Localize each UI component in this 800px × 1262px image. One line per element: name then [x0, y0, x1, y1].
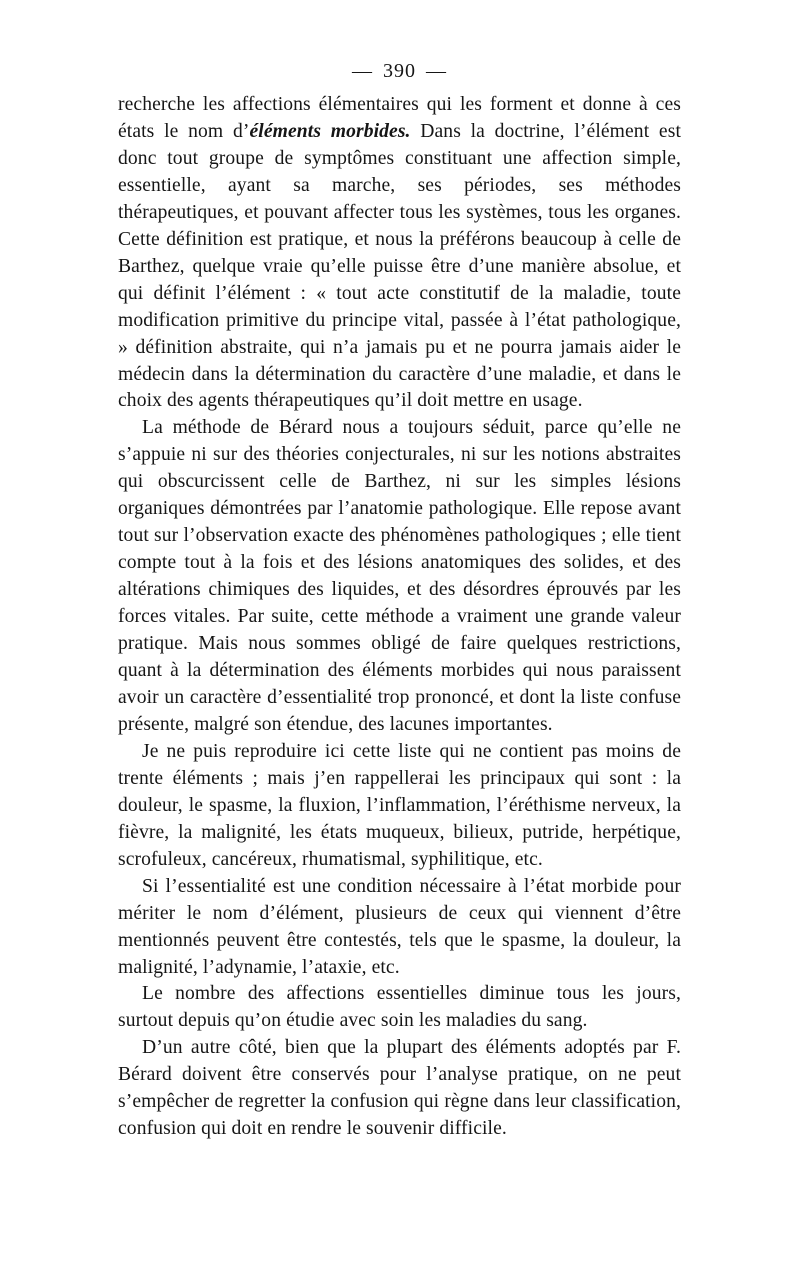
- paragraph-1-text-before: recherche les affections élémentaires qui les forment et donne à ces états le nom d’: [118, 94, 681, 142]
- paragraph-6: D’un autre côté, bien que la plupart des éléments adoptés par F. Bérard doivent être conservés pour l’analyse pratique, on ne peut s’empêcher de regretter la confusion qui règne dans leur classification, confusion qui doit en rendre le souvenir difficile.: [118, 1037, 681, 1140]
- paragraph-2: La méthode de Bérard nous a toujours séduit, parce qu’elle ne s’appuie ni sur des théories conjecturales, ni sur les notions abstraites qui obscurcissent celle de Barthez, ni sur les simples lésions organiques démontrées par l’anatomie pathologique. Elle repose avant tout sur l’observation exacte des phénomènes pathologiques ; elle tient compte tout à la fois et des lésions anatomiques des solides, et des altérations chimiques des liquides, et des désordres éprouvés par les forces vitales. Par suite, cette méthode a vraiment une grande valeur pratique. Mais nous sommes obligé de faire quelques restrictions, quant à la détermination des éléments morbides qui nous paraissent avoir un caractère d’essentialité trop prononcé, et dont la liste confuse présente, malgré son étendue, des lacunes importantes.: [118, 417, 681, 735]
- page-number: 390: [383, 60, 416, 82]
- paragraph-1-text-after: Dans la doctrine, l’élément est donc tout groupe de symptômes constituant une affection simple, essentielle, ayant sa marche, ses périodes, ses méthodes thérapeutiques, et pouvant affecter tous les systèmes, tous les organes. Cette définition est pratique, et nous la préférons beaucoup à celle de Barthez, quelque vraie qu’elle puisse être d’une manière absolue, et qui définit l’élément : « tout acte constitutif de la maladie, toute modification primitive du principe vital, passée à l’état pathologique, » définition abstraite, qui n’a jamais pu et ne pourra jamais aider le médecin dans la détermination du caractère d’une maladie, et dans le choix des agents thérapeutiques qu’il doit mettre en usage.: [118, 120, 681, 412]
- paragraph-4: Si l’essentialité est une condition nécessaire à l’état morbide pour mériter le nom d’élément, plusieurs de ceux qui viennent d’être mentionnés peuvent être contestés, tels que le spasme, la douleur, la malignité, l’adynamie, l’ataxie, etc.: [118, 875, 681, 978]
- page-number-dash-left: —: [352, 60, 373, 82]
- paragraph-3: Je ne puis reproduire ici cette liste qui ne contient pas moins de trente éléments ; mais j’en rappellerai les principaux qui sont : la douleur, le spasme, la fluxion, l’inflammation, l’éréthisme nerveux, la fièvre, la malignité, les états muqueux, bilieux, putride, herpétique, scrofuleux, cancéreux, rhumatismal, syphilitique, etc.: [118, 740, 681, 870]
- emphasized-term: éléments morbides.: [249, 120, 411, 142]
- paragraph-5: Le nombre des affections essentielles diminue tous les jours, surtout depuis qu’on étudie avec soin les maladies du sang.: [118, 983, 681, 1032]
- paragraph-1: [118, 92, 681, 415]
- book-page: [118, 58, 681, 1143]
- page-number-header: [118, 58, 681, 84]
- page-number-dash-right: —: [426, 60, 447, 82]
